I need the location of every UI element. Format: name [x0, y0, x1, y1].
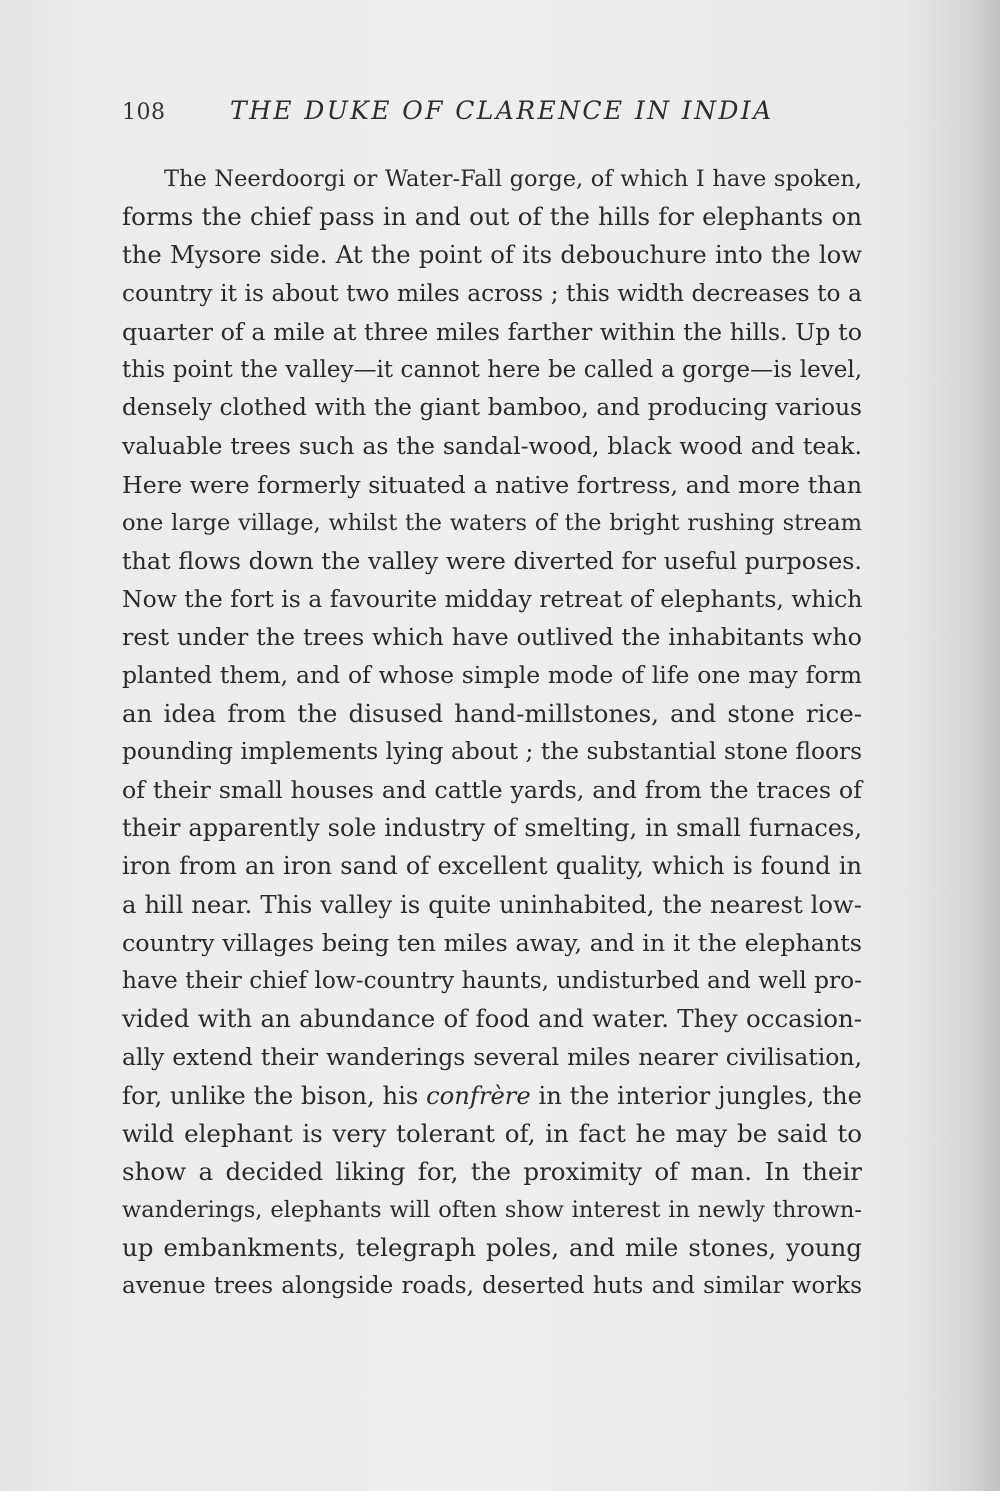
text-line: this point the valley—it cannot here be called a gorge—is level, — [122, 356, 862, 383]
text-line: up embankments, telegraph poles, and mile stones, young — [122, 1233, 862, 1263]
text-line: for, unlike the bison, his confrère in the interior jungles, the — [122, 1080, 862, 1110]
text-line: wild elephant is very tolerant of, in fact he may be said to — [122, 1118, 862, 1148]
text-line: one large village, whilst the waters of the bright rushing stream — [122, 509, 862, 536]
text-line: wanderings, elephants will often show interest in newly thrown- — [122, 1197, 862, 1224]
text-line: planted them, and of whose simple mode of life one may form — [122, 661, 862, 690]
text-line: rest under the trees which have outlived the inhabitants who — [122, 623, 862, 652]
page-number: 108 — [122, 100, 166, 125]
text-line: densely clothed with the giant bamboo, and producing various — [122, 394, 862, 422]
text-line: country it is about two miles across ; this width decreases to a — [122, 279, 862, 307]
text-line: forms the chief pass in and out of the hills for elephants on — [122, 202, 862, 232]
text-line: quarter of a mile at three miles farther within the hills. Up to — [122, 317, 862, 346]
body-paragraph — [122, 160, 862, 1306]
text-line: ally extend their wanderings several miles nearer civilisation, — [122, 1043, 862, 1072]
text-line: Here were formerly situated a native fortress, and more than — [122, 470, 862, 499]
text-line: of their small houses and cattle yards, and from the traces of — [122, 776, 862, 804]
text-line: The Neerdoorgi or Water-Fall gorge, of which I have spoken, — [164, 166, 862, 192]
running-head — [122, 96, 862, 132]
text-line: show a decided liking for, the proximity of man. In their — [122, 1156, 862, 1186]
text-line: a hill near. This valley is quite uninhabited, the nearest low- — [122, 889, 862, 919]
text-line: valuable trees such as the sandal-wood, black wood and teak. — [122, 432, 862, 461]
text-line: an idea from the disused hand-millstones, and stone rice- — [122, 698, 862, 728]
text-line: have their chief low-country haunts, undisturbed and well pro- — [122, 966, 862, 994]
text-line: vided with an abundance of food and water. They occasion- — [122, 1004, 862, 1034]
text-line: Now the fort is a favourite midday retreat of elephants, which — [122, 585, 863, 614]
text-line: pounding implements lying about ; the substantial stone floors — [122, 737, 862, 765]
book-title: THE DUKE OF CLARENCE IN INDIA — [230, 96, 774, 125]
text-line: iron from an iron sand of excellent quality, which is found in — [122, 852, 862, 881]
text-line: the Mysore side. At the point of its debouchure into the low — [122, 240, 862, 270]
text-line: their apparently sole industry of smelting, in small furnaces, — [122, 814, 862, 843]
text-line: avenue trees alongside roads, deserted huts and similar works — [122, 1273, 862, 1300]
text-line: that flows down the valley were diverted for useful purposes. — [122, 546, 862, 575]
text-line: country villages being ten miles away, and in it the elephants — [122, 928, 862, 957]
